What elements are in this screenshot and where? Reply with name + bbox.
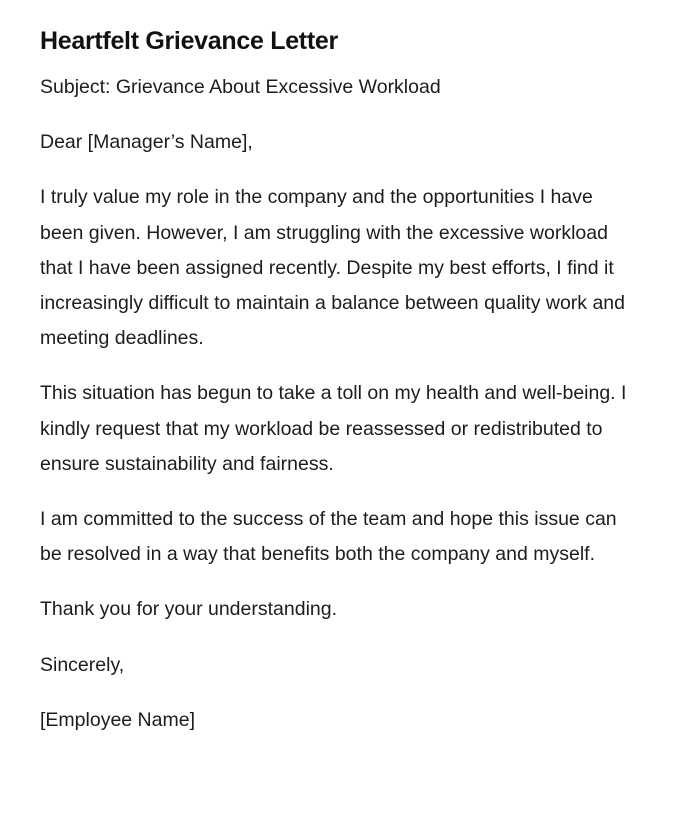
letter-signature: [Employee Name]	[40, 708, 195, 731]
letter-document	[40, 26, 640, 758]
letter-paragraph-1: I truly value my role in the company and the opportunities I have been given. However, I am struggling with the excessive workload that I have been assigned recently. Despite my best efforts, I find it increasingly difficult to maintain a balance between quality work and meeting deadlines.	[40, 186, 625, 350]
letter-subject: Subject: Grievance About Excessive Workload	[40, 76, 441, 98]
letter-paragraph-2: This situation has begun to take a toll on my health and well-being. I kindly request that my workload be reassessed or redistributed to ensure sustainability and fairness.	[40, 382, 627, 475]
letter-thanks: Thank you for your understanding.	[40, 598, 338, 621]
letter-title: Heartfelt Grievance Letter	[40, 27, 338, 55]
letter-paragraph-3: I am committed to the success of the team and hope this issue can be resolved in a way that benefits both the company and myself.	[40, 508, 617, 566]
letter-salutation: Dear [Manager’s Name],	[40, 131, 253, 154]
letter-closing: Sincerely,	[40, 653, 125, 676]
